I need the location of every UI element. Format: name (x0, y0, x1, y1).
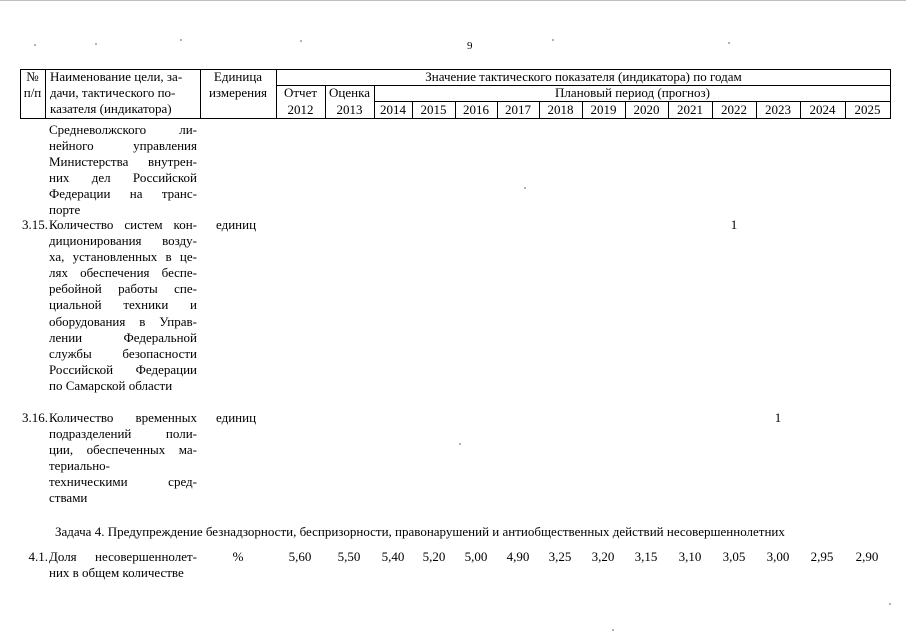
scan-speck (728, 42, 730, 44)
header-unit-line-2: измерения (208, 85, 268, 100)
year-header: 2019 (590, 102, 617, 117)
header-unit-line-1: Единица (213, 69, 263, 84)
name-line: службы безопасности (49, 345, 197, 361)
name-line: ребойной работы спе- (49, 281, 197, 297)
indicator-name-cell (49, 217, 197, 394)
year-header: 2025 (854, 102, 881, 117)
scan-speck (552, 39, 554, 41)
scan-speck (180, 39, 182, 41)
value-2021: 3,10 (678, 549, 702, 564)
header-name-line-3: казателя (индикатора) (50, 101, 172, 116)
year-header: 2017 (505, 102, 531, 117)
header-plan-period: Плановый период (прогноз) (555, 85, 710, 100)
value-2018: 3,25 (548, 549, 572, 564)
value-2019: 3,20 (591, 549, 615, 564)
header-report: Отчет (283, 85, 318, 100)
name-line: териально- (49, 458, 110, 474)
name-line: Доля несовершеннолет- (49, 549, 197, 564)
value-2014: 5,40 (381, 549, 405, 564)
scan-speck (524, 187, 526, 189)
scan-speck (612, 629, 614, 631)
value-2017: 4,90 (506, 549, 530, 564)
name-line: подразделений поли- (49, 426, 197, 442)
row-number: 3.15. (22, 217, 48, 232)
name-line: циальной техники и (49, 297, 197, 313)
header-name-line-1: Наименование цели, за- (50, 69, 183, 84)
name-line: Количество временных (49, 410, 197, 425)
indicator-name-cell (49, 410, 197, 507)
value-2023: 3,00 (766, 549, 790, 564)
year-header: 2015 (420, 102, 447, 117)
unit-cell: единиц (216, 217, 257, 232)
name-line: Российской Федерации (49, 361, 197, 377)
value-2012: 5,60 (288, 549, 312, 564)
task-heading: Задача 4. Предупреждение безнадзорности, беспризорности, правонарушений и антиобщественных действий несовершеннолетних (55, 524, 785, 539)
scan-speck (459, 443, 461, 445)
unit-cell: % (232, 549, 244, 564)
value-2023: 1 (774, 410, 782, 425)
scan-speck (300, 40, 302, 42)
page-top-edge (0, 0, 906, 1)
year-header: 2020 (633, 102, 660, 117)
scan-speck (34, 44, 36, 46)
value-2022: 1 (730, 217, 738, 232)
row-number: 4.1. (28, 549, 48, 564)
name-line: по Самарской области (49, 377, 173, 393)
value-2020: 3,15 (634, 549, 658, 564)
scan-speck (889, 603, 891, 605)
year-header: 2014 (380, 102, 406, 117)
year-header: 2016 (463, 102, 489, 117)
value-2016: 5,00 (464, 549, 488, 564)
name-line: лении Федеральной (49, 329, 197, 345)
name-line: Федерации на транс- (49, 186, 197, 202)
value-2015: 5,20 (422, 549, 446, 564)
value-2022: 3,05 (722, 549, 746, 564)
unit-cell: единиц (216, 410, 257, 425)
page-number: 9 (467, 40, 473, 52)
year-header: 2018 (547, 102, 574, 117)
row-number: 3.16. (22, 410, 48, 425)
name-line: порте (49, 202, 81, 218)
name-line: Количество систем кон- (49, 217, 197, 232)
value-2013: 5,50 (337, 549, 361, 564)
name-line: Министерства внутрен- (49, 154, 197, 170)
year-header: 2013 (336, 102, 363, 117)
name-line: лях обеспечения беспе- (49, 265, 197, 281)
name-line: них в общем количестве (49, 565, 184, 581)
name-line: диционирования возду- (49, 233, 197, 249)
header-name-line-2: дачи, тактического по- (50, 85, 176, 100)
name-line: ха, установленных в це- (49, 249, 197, 265)
value-2025: 2,90 (855, 549, 879, 564)
year-header: 2024 (809, 102, 836, 117)
year-header: 2023 (765, 102, 791, 117)
year-header: 2021 (677, 102, 703, 117)
scan-speck (95, 43, 97, 45)
year-header: 2022 (721, 102, 747, 117)
name-line: Средневолжского ли- (49, 122, 197, 137)
name-line: оборудования в Управ- (49, 313, 197, 329)
header-number-sign: № (26, 69, 39, 84)
header-number-label: п/п (23, 85, 42, 100)
header-estimate: Оценка (329, 85, 370, 100)
name-line: них дел Российской (49, 170, 197, 186)
indicator-name-cell (49, 549, 197, 581)
name-line: ствами (49, 490, 88, 506)
header-values-group-title: Значение тактического показателя (индикатора) по годам (425, 69, 742, 84)
name-line: нейного управления (49, 138, 197, 154)
value-2024: 2,95 (810, 549, 834, 564)
year-header: 2012 (287, 102, 314, 117)
name-line: ции, обеспеченных ма- (49, 442, 197, 458)
name-line: техническими сред- (49, 474, 197, 490)
continuation-name-cell (49, 122, 197, 219)
